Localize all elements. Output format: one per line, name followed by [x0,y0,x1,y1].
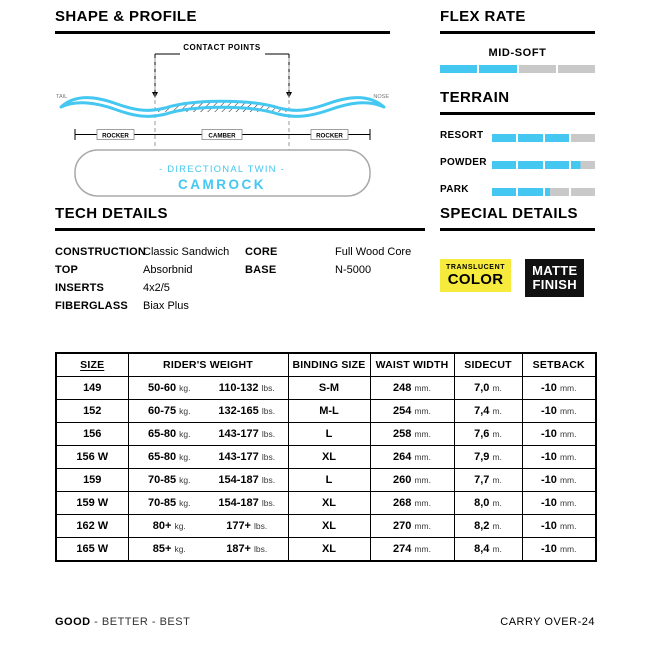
badge-line: TRANSLUCENT [446,264,506,271]
bar-segment [571,134,595,142]
bar-segment [571,161,595,169]
tech-row [55,261,245,279]
cell-binding: L [288,469,370,492]
header-size: SIZE [56,353,128,377]
tech-details-section [55,205,425,315]
terrain-bar-resort [492,134,595,142]
tech-row [55,243,245,261]
table-row [56,400,596,423]
terrain-bar-park [492,188,595,196]
tech-details-title: TECH DETAILS [55,205,425,231]
cell-setback: -10 mm. [522,423,596,446]
cell-weight: 70-85 kg. 154-187 lbs. [128,469,288,492]
size-table-header-row [56,353,596,377]
cell-setback: -10 mm. [522,446,596,469]
bar-segment [492,134,516,142]
terrain-label: RESORT [440,129,484,141]
profile-name-label: CAMROCK [178,177,266,192]
tech-value: Absorbnid [143,264,193,276]
flex-rate-bar [440,65,595,73]
carry-over-label: CARRY OVER-24 [500,616,595,628]
cell-size: 156 [56,423,128,446]
cell-waist: 248 mm. [370,377,454,400]
tech-label: TOP [55,264,79,276]
cell-weight: 60-75 kg. 132-165 lbs. [128,400,288,423]
cell-sidecut: 7,6 m. [454,423,522,446]
badge-line: FINISH [532,277,577,293]
cell-binding: L [288,423,370,446]
bar-segment [492,188,516,196]
terrain-row-powder [440,155,595,169]
table-row [56,446,596,469]
bar-segment [545,161,569,169]
size-table-body [56,377,596,562]
cell-sidecut: 7,7 m. [454,469,522,492]
tech-value: Biax Plus [143,300,189,312]
terrain-label: POWDER [440,156,487,168]
cell-sidecut: 8,4 m. [454,538,522,562]
bar-segment [440,65,477,73]
shape-profile-section [55,8,390,202]
cell-size: 165 W [56,538,128,562]
bar-segment [518,161,542,169]
cell-sidecut: 8,0 m. [454,492,522,515]
table-row [56,538,596,562]
tech-label: FIBERGLASS [55,300,128,312]
cell-size: 162 W [56,515,128,538]
cell-size: 152 [56,400,128,423]
tech-value: Classic Sandwich [143,246,230,258]
cell-setback: -10 mm. [522,538,596,562]
cell-setback: -10 mm. [522,492,596,515]
tech-details-left [55,243,245,315]
tail-label: TAIL [56,94,68,100]
cell-setback: -10 mm. [522,469,596,492]
special-details-title: SPECIAL DETAILS [440,205,595,231]
tech-value: 4x2/5 [143,282,170,294]
cell-size: 149 [56,377,128,400]
cell-weight: 80+ kg. 177+ lbs. [128,515,288,538]
bar-segment [492,161,516,169]
header-riders-weight: RIDER'S WEIGHT [128,353,288,377]
header-setback: SETBACK [522,353,596,377]
tech-details-right [245,243,425,315]
contact-points-label: CONTACT POINTS [183,43,261,52]
cell-weight: 85+ kg. 187+ lbs. [128,538,288,562]
cell-waist: 254 mm. [370,400,454,423]
table-row [56,423,596,446]
tech-label: INSERTS [55,282,105,294]
cell-waist: 270 mm. [370,515,454,538]
cell-binding: XL [288,492,370,515]
header-sidecut: SIDECUT [454,353,522,377]
terrain-label: PARK [440,183,469,195]
bar-segment [519,65,556,73]
cell-setback: -10 mm. [522,400,596,423]
cell-binding: M-L [288,400,370,423]
tech-value: Full Wood Core [335,246,412,258]
bar-segment [545,188,569,196]
terrain-row-resort [440,128,595,142]
footer [55,616,595,628]
shape-profile-title: SHAPE & PROFILE [55,8,390,34]
cell-binding: XL [288,538,370,562]
badge-line: COLOR [447,270,504,288]
camber-label: CAMBER [208,132,236,140]
cell-waist: 258 mm. [370,423,454,446]
flex-terrain-section [440,8,595,196]
tech-label: CORE [245,246,278,258]
tech-label: BASE [245,264,277,276]
table-row [56,469,596,492]
terrain-title: TERRAIN [440,89,595,115]
terrain-row-park [440,182,595,196]
cell-setback: -10 mm. [522,515,596,538]
bar-segment [518,134,542,142]
badge-line: MATTE [532,263,578,278]
cell-weight: 65-80 kg. 143-177 lbs. [128,423,288,446]
bar-segment [479,65,516,73]
bar-segment [558,65,595,73]
table-row [56,515,596,538]
rocker-left-label: ROCKER [102,132,129,140]
cell-weight: 65-80 kg. 143-177 lbs. [128,446,288,469]
cell-binding: XL [288,446,370,469]
tech-value: N-5000 [335,264,372,276]
cell-waist: 260 mm. [370,469,454,492]
cell-weight: 50-60 kg. 110-132 lbs. [128,377,288,400]
tech-row [245,243,425,261]
bar-segment [571,188,595,196]
cell-setback: -10 mm. [522,377,596,400]
nose-label: NOSE [373,94,389,100]
board-side-profile [61,98,384,117]
tech-row [55,297,245,315]
board-type-label: - DIRECTIONAL TWIN - [159,164,285,175]
board-profile-diagram [55,38,390,202]
flex-rate-title: FLEX RATE [440,8,595,34]
cell-weight: 70-85 kg. 154-187 lbs. [128,492,288,515]
cell-sidecut: 7,0 m. [454,377,522,400]
quality-tier-label: GOOD - BETTER - BEST [55,616,191,628]
cell-sidecut: 7,4 m. [454,400,522,423]
special-details-section [440,205,595,297]
flex-rate-value: MID-SOFT [488,47,547,59]
cell-binding: XL [288,515,370,538]
table-row [56,492,596,515]
bar-segment [545,134,569,142]
header-waist-width: WAIST WIDTH [370,353,454,377]
cell-waist: 268 mm. [370,492,454,515]
cell-size: 159 [56,469,128,492]
header-binding-size: BINDING SIZE [288,353,370,377]
translucent-color-badge [440,259,511,292]
cell-size: 159 W [56,492,128,515]
cell-sidecut: 7,9 m. [454,446,522,469]
cell-binding: S-M [288,377,370,400]
tech-label: CONSTRUCTION [55,246,147,258]
tech-row [55,279,245,297]
bar-segment [518,188,542,196]
tech-row [245,261,425,279]
matte-finish-badge [525,259,584,297]
terrain-bar-powder [492,161,595,169]
rocker-right-label: ROCKER [316,132,343,140]
size-table [55,352,597,562]
cell-waist: 264 mm. [370,446,454,469]
cell-sidecut: 8,2 m. [454,515,522,538]
table-row [56,377,596,400]
cell-waist: 274 mm. [370,538,454,562]
cell-size: 156 W [56,446,128,469]
